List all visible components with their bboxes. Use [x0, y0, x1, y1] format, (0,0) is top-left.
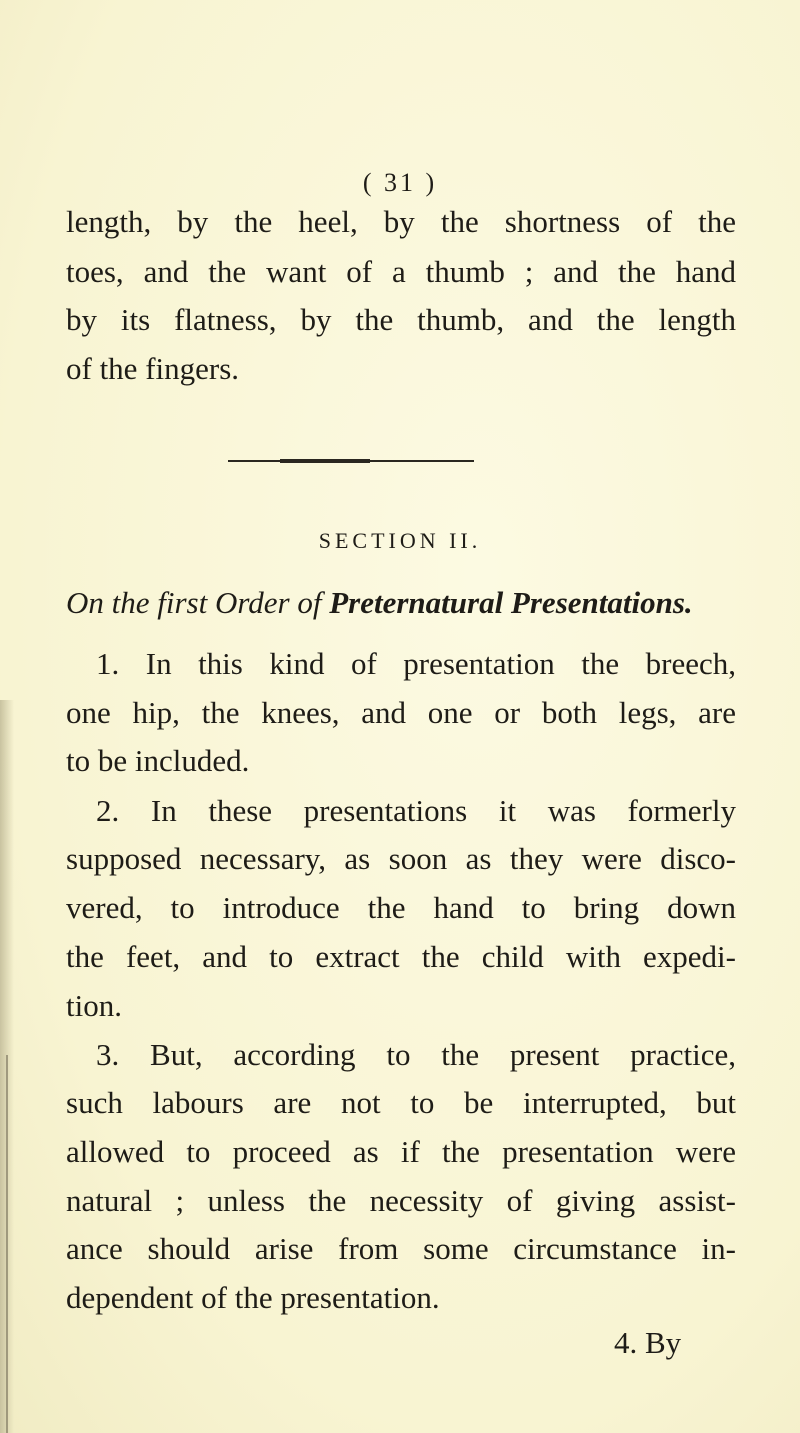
text-line: 3. But, according to the present practice, — [96, 1037, 736, 1072]
section-divider — [228, 460, 474, 462]
section-title — [66, 585, 736, 621]
text-line: one hip, the knees, and one or both legs, are — [66, 695, 736, 730]
text-line: supposed necessary, as soon as they were disco- — [66, 841, 736, 876]
text-line: of the fingers. — [66, 351, 240, 386]
text-line: tion. — [66, 988, 122, 1023]
text-line: length, by the heel, by the shortness of the — [66, 204, 736, 239]
page-number: ( 31 ) — [362, 168, 438, 197]
text-line: to be included. — [66, 743, 250, 778]
text-line: the feet, and to extract the child with expedi- — [66, 939, 736, 974]
text-line: vered, to introduce the hand to bring down — [66, 890, 736, 925]
section-heading: SECTION II. — [318, 528, 482, 553]
section-title-lead: On the first Order of — [66, 585, 322, 620]
text-line: allowed to proceed as if the presentation were — [66, 1134, 736, 1169]
text-line: by its flatness, by the thumb, and the length — [66, 302, 736, 337]
text-line: toes, and the want of a thumb ; and the hand — [66, 254, 736, 289]
text-line: 2. In these presentations it was formerly — [96, 793, 736, 828]
catchword: 4. By — [614, 1325, 682, 1360]
section-title-emphasis: Preternatural Presentations. — [329, 585, 693, 620]
text-line: natural ; unless the necessity of giving assist- — [66, 1183, 736, 1218]
text-line: such labours are not to be interrupted, but — [66, 1085, 736, 1120]
gutter-line — [6, 1055, 8, 1433]
text-line: 1. In this kind of presentation the breech, — [96, 646, 736, 681]
text-line: ance should arise from some circumstance in- — [66, 1231, 736, 1266]
text-line: dependent of the presentation. — [66, 1280, 440, 1315]
